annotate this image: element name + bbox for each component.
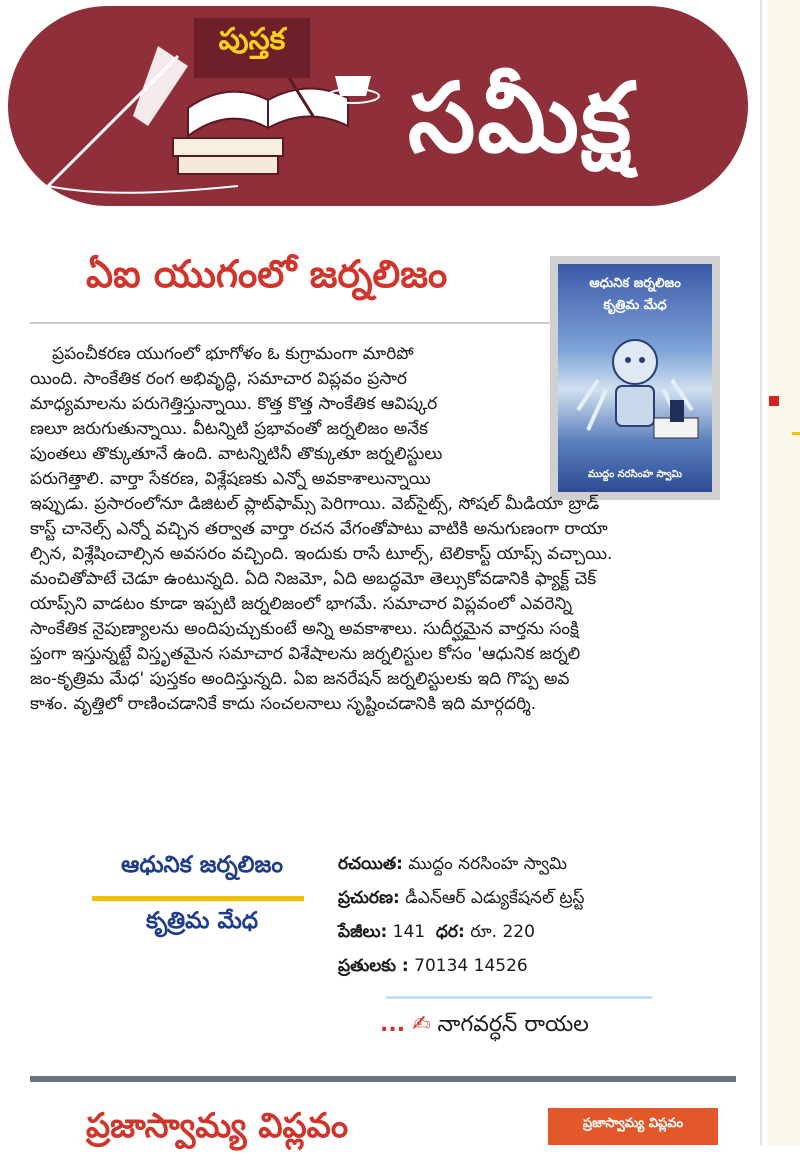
copies-value: 70134 14526 <box>408 956 528 976</box>
banner-label-box <box>194 18 310 78</box>
body-line: పరుగెత్తాలి. వార్తా సేకరణ, విశ్లేషణకు ఎన్నో అవకాశాలున్నాయి <box>30 469 431 489</box>
details-divider <box>386 996 652 999</box>
book-title: ఆధునిక జర్నలిజం <box>121 852 283 878</box>
next-article-headline: ప్రజాస్వామ్య విప్లవం <box>86 1106 349 1146</box>
body-line: జం-కృత్రిమ మేధ' పుస్తకం అందిస్తున్నది. ఏఐ జనరేషన్ జర్నలిస్టులకు ఇది గొప్ప అవ <box>30 669 570 689</box>
copies-line <box>338 956 528 980</box>
cover-subtitle: కృత్రిమ మేధ <box>603 298 667 313</box>
author-label: రచయిత: <box>338 854 403 874</box>
body-line: కాస్ట్ చానెల్స్ ఎన్నో వచ్చిన తర్వాత వార్తా రచన వేగంతోపాటు వాటికి అనుగుణంగా రాయా <box>30 519 608 539</box>
cover-author: ముద్దం నరసింహ స్వామి <box>588 469 682 480</box>
copies-label: ప్రతులకు : <box>338 956 409 976</box>
price-value: రూ. 220 <box>464 922 535 942</box>
pages-price-line <box>338 922 535 946</box>
byline-dots: ... <box>380 1012 406 1037</box>
body-line: కాశం. వృత్తిలో రాణించడానికే కాదు సంచలనాలు సృష్టించడానికి ఇది మార్గదర్శి. <box>30 694 537 714</box>
section-marker-icon <box>769 396 779 406</box>
section-banner <box>8 6 748 206</box>
body-line: యాప్స్‌ని వాడటం కూడా ఇప్పటి జర్నలిజంలో భాగమే. సమాచార విప్లవంలో ఎవరెన్ని <box>30 594 573 614</box>
publisher-label: ప్రచురణ: <box>338 888 400 908</box>
banner-title: సమీక్ష <box>408 62 634 174</box>
title-underline <box>92 896 304 901</box>
body-line: ప్తంగా ఇస్తున్నట్టే విస్తృతమైన సమాచార విశేషాలను జర్నలిస్టుల కోసం 'ఆధునిక జర్నలి <box>30 644 581 664</box>
body-line: మంచితోపాటే చెడూ ఉంటున్నది. ఏది నిజమో, ఏది అబద్ధమో తెల్సుకోవడానికి ఫ్యాక్ట్ చెక్ <box>30 569 597 589</box>
pen-icon: ✍ <box>412 1012 431 1037</box>
author-line <box>338 854 567 878</box>
body-line: సాంకేతిక నైపుణ్యాలను అందిపుచ్చుకుంటే అన్ని అవకాశాలు. సుదీర్ఘమైన వార్తను సంక్షి <box>30 619 579 639</box>
book-cover <box>550 256 720 500</box>
article-headline: ఏఐ యుగంలో జర్నలిజం <box>86 252 448 296</box>
section-marker-underline <box>792 432 800 435</box>
reviewer-byline <box>380 1012 589 1042</box>
adjacent-column <box>768 0 800 1145</box>
banner-label: పుస్తక <box>218 22 286 57</box>
body-line: ప్రపంచీకరణ యుగంలో భూగోళం ఓ కుగ్రామంగా మారిపో <box>52 344 414 364</box>
pages-label: పేజీలు: <box>338 922 388 942</box>
body-line: ల్సిన, విశ్లేషించాల్సిన అవసరం వచ్చింది. ఇందుకు రాసే టూల్స్, టెలికాస్ట్ యాప్స్ వచ్చాయి. <box>30 544 613 564</box>
reviewer-name: నాగవర్ధన్ రాయల <box>437 1012 589 1037</box>
price-label: ధర: <box>435 922 465 942</box>
headline-divider <box>30 322 550 324</box>
body-line: యింది. సాంకేతిక రంగ అభివృద్ధి, సమాచార విప్లవం ప్రసార <box>30 369 407 389</box>
body-line: ణలూ జరుగుతున్నాయి. వీటన్నిటి ప్రభావంతో జర్నలిజం అనేక <box>30 419 429 439</box>
robot-illustration-icon <box>558 320 712 456</box>
publisher-value: డీఎన్ఆర్ ఎడ్యుకేషనల్ ట్రస్ట్ <box>399 888 585 908</box>
pages-value: 141 <box>387 922 426 942</box>
book-cover-art <box>558 264 712 492</box>
next-book-cover <box>548 1108 718 1145</box>
body-line: ఇప్పుడు. ప్రసారంలోనూ డిజిటల్ ప్లాట్‌ఫామ్స్ పెరిగాయి. వెబ్‌సైట్స్, సోషల్ మీడియా బ్రాడ్ <box>30 494 600 514</box>
cover-title: ఆధునిక జర్నలిజం <box>589 276 681 291</box>
article-separator <box>30 1076 736 1082</box>
publisher-line <box>338 888 584 912</box>
body-line: పుంతలు తొక్కుతూనే ఉంది. వాటన్నిటినీ తొక్కుతూ జర్నలిస్టులు <box>30 444 443 464</box>
book-subtitle: కృత్రిమ మేధ <box>145 908 259 934</box>
author-value: ముద్దం నరసింహ స్వామి <box>402 854 568 874</box>
body-line: మాధ్యమాలను పరుగెత్తిస్తున్నాయి. కొత్త కొత్త సాంకేతిక ఆవిష్కర <box>30 394 438 414</box>
column-divider <box>760 0 762 1145</box>
next-cover-text: ప్రజాస్వామ్య విప్లవం <box>582 1116 684 1131</box>
